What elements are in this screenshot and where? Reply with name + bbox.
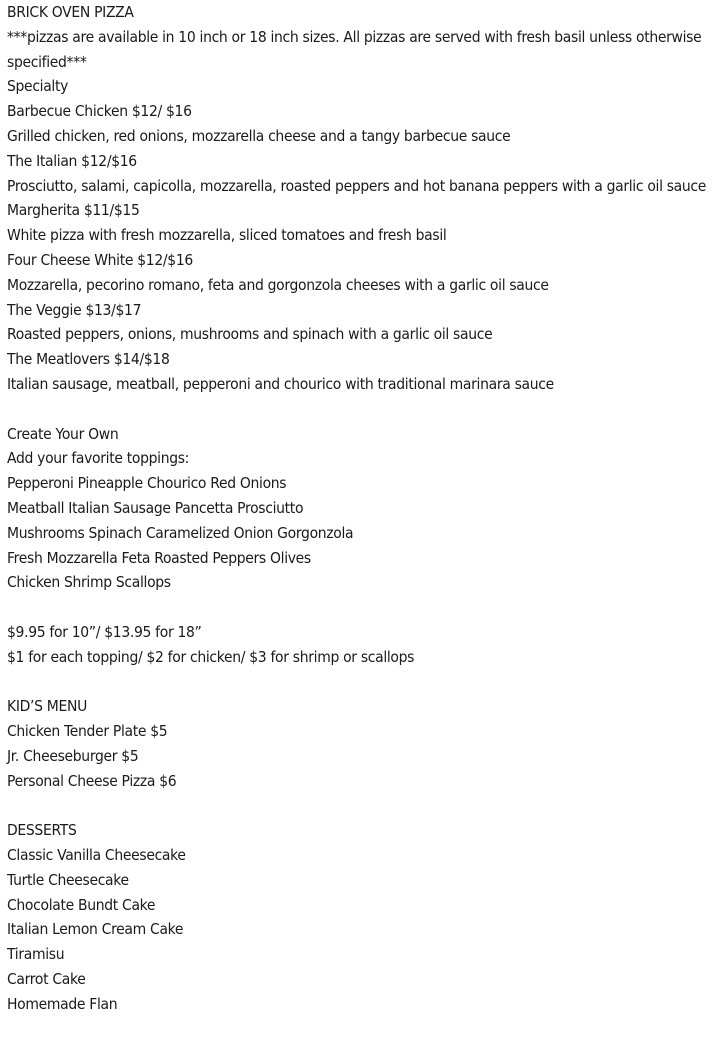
kids-menu-item: Jr. Cheeseburger $5 [7, 746, 139, 765]
specialty-label: Specialty [7, 77, 69, 96]
dessert-item: Turtle Cheesecake [7, 870, 129, 889]
toppings-line: Fresh Mozzarella Feta Roasted Peppers Olives [7, 548, 311, 567]
toppings-subheading: Add your favorite toppings: [7, 449, 190, 468]
spacer [7, 794, 667, 819]
pizza-size-note: ***pizzas are available in 10 inch or 18 inch sizes. All pizzas are served with fresh basil unless otherwise specified*** [7, 27, 702, 71]
dessert-item: Homemade Flan [7, 994, 118, 1013]
dessert-item: Chocolate Bundt Cake [7, 895, 156, 914]
pizza-item-name: The Meatlovers $14/$18 [7, 350, 170, 369]
menu-document [7, 0, 707, 1017]
spacer [7, 670, 667, 695]
pizza-item-name: Four Cheese White $12/$16 [7, 250, 193, 269]
dessert-item: Classic Vanilla Cheesecake [7, 846, 186, 865]
desserts-heading: DESSERTS [7, 821, 77, 840]
kids-menu-item: Personal Cheese Pizza $6 [7, 771, 177, 790]
toppings-line: Meatball Italian Sausage Pancetta Prosciutto [7, 498, 304, 517]
pizza-item-name: Barbecue Chicken $12/ $16 [7, 102, 192, 121]
pizza-item-description: Italian sausage, meatball, pepperoni and chourico with traditional marinara sauce [7, 374, 554, 393]
pizza-item-description: Roasted peppers, onions, mushrooms and spinach with a garlic oil sauce [7, 325, 493, 344]
pizza-heading: BRICK OVEN PIZZA [7, 3, 134, 21]
toppings-line: Chicken Shrimp Scallops [7, 573, 171, 592]
create-your-own-heading: Create Your Own [7, 424, 119, 443]
kids-menu-heading: KID’S MENU [7, 697, 87, 716]
dessert-item: Carrot Cake [7, 970, 86, 989]
pizza-item-description: Mozzarella, pecorino romano, feta and gorgonzola cheeses with a garlic oil sauce [7, 275, 549, 294]
toppings-line: Pepperoni Pineapple Chourico Red Onions [7, 474, 287, 493]
toppings-line: Mushrooms Spinach Caramelized Onion Gorgonzola [7, 523, 354, 542]
pizza-item-name: Margherita $11/$15 [7, 201, 140, 220]
pizza-item-description: White pizza with fresh mozzarella, sliced tomatoes and fresh basil [7, 226, 447, 245]
pizza-item-name: The Veggie $13/$17 [7, 300, 142, 319]
dessert-item: Italian Lemon Cream Cake [7, 920, 184, 939]
pizza-item-name: The Italian $12/$16 [7, 151, 137, 170]
kids-menu-item: Chicken Tender Plate $5 [7, 722, 168, 741]
spacer [7, 397, 667, 422]
base-price: $9.95 for 10”/ $13.95 for 18” [7, 622, 202, 641]
pizza-item-description: Prosciutto, salami, capicolla, mozzarella, roasted peppers and hot banana peppers with a garlic oil sauce [7, 176, 707, 195]
spacer [7, 595, 667, 620]
topping-price: $1 for each topping/ $2 for chicken/ $3 for shrimp or scallops [7, 647, 415, 666]
pizza-item-description: Grilled chicken, red onions, mozzarella cheese and a tangy barbecue sauce [7, 126, 511, 145]
dessert-item: Tiramisu [7, 945, 65, 964]
